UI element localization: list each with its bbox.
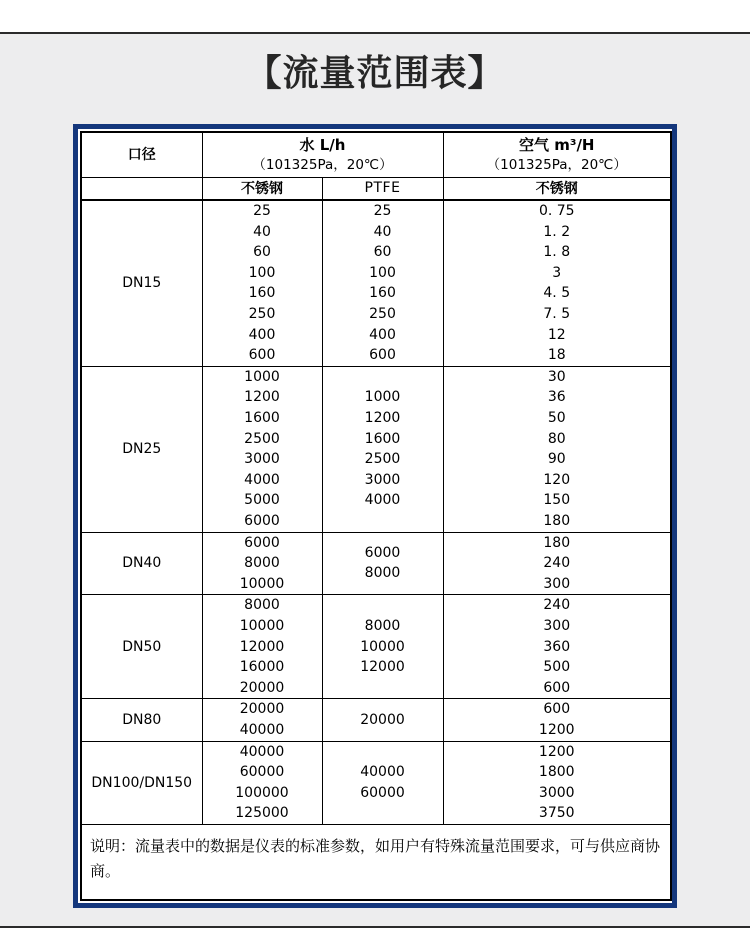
flow-value: 1000	[244, 368, 280, 385]
section-row	[81, 366, 671, 532]
water-ptfe-cell	[322, 595, 443, 699]
air-group-title: 空气 m³/H	[519, 135, 595, 154]
water-stainless-cell	[202, 200, 322, 366]
flow-value: 60	[253, 244, 271, 261]
flow-value: 2500	[244, 430, 280, 447]
water-group-title: 水 L/h	[299, 135, 346, 154]
flow-value: 3	[552, 264, 562, 281]
flow-value: 300	[543, 575, 571, 592]
flow-value: 40000	[360, 764, 405, 781]
flow-value: 0. 75	[538, 203, 575, 220]
diameter-header-cell: 口径	[81, 132, 202, 177]
flow-value: 1000	[364, 389, 401, 406]
flow-value: 30	[547, 368, 566, 385]
flow-value: 6000	[244, 534, 280, 551]
flow-value: 3000	[244, 451, 280, 468]
flow-value: 7. 5	[543, 305, 571, 322]
flow-value: 18	[547, 347, 566, 364]
flow-value: 3000	[538, 784, 575, 801]
air-stainless-cell	[443, 532, 671, 595]
flow-value: 1200	[364, 410, 401, 426]
water-ptfe-cell	[322, 741, 443, 824]
flow-value: 4. 5	[543, 285, 571, 302]
flow-value: 250	[369, 305, 396, 322]
page-title: 【流量范围表】	[245, 53, 505, 94]
flow-value: 90	[547, 451, 566, 468]
top-rule	[0, 0, 750, 34]
water-stainless-cell	[202, 366, 322, 532]
flow-value: 240	[543, 597, 571, 614]
flow-value: 8000	[364, 565, 401, 582]
flow-value: 1200	[244, 389, 280, 406]
flow-value: 600	[248, 347, 276, 364]
flow-value: 36	[547, 389, 566, 406]
flow-value: 5000	[244, 492, 280, 509]
empty-header-cell	[81, 177, 202, 200]
flow-value: 1600	[364, 430, 401, 447]
air-group-header-cell	[443, 132, 671, 177]
flow-value: 60000	[360, 784, 405, 801]
flow-value: 100	[369, 264, 396, 281]
header-row-materials	[81, 177, 671, 200]
water-stainless-cell	[202, 595, 322, 699]
flow-value: 16000	[239, 659, 285, 676]
air-stainless-cell	[443, 741, 671, 824]
water-group-conditions: （101325Pa，20℃）	[252, 156, 393, 173]
flow-value: 125000	[235, 805, 289, 822]
flow-value: 3000	[364, 471, 401, 488]
flow-range-table	[80, 131, 672, 901]
section-row	[81, 200, 671, 366]
flow-value: 12000	[239, 638, 285, 655]
diameter-cell: DN25	[81, 366, 202, 532]
flow-value: 4000	[244, 471, 280, 488]
water-stainless-cell	[202, 699, 322, 741]
flow-value: 40	[373, 223, 392, 240]
flow-value: 60	[373, 244, 392, 261]
flow-value: 600	[369, 347, 396, 364]
flow-value: 60000	[239, 764, 285, 781]
air-stainless-cell	[443, 595, 671, 699]
water-stainless-header-cell: 不锈钢	[202, 177, 322, 200]
flow-value: 40	[253, 223, 271, 240]
flow-value: 180	[543, 534, 571, 551]
air-stainless-cell	[443, 200, 671, 366]
flow-value: 8000	[244, 555, 280, 572]
water-group-header-cell	[202, 132, 443, 177]
flow-value: 3750	[538, 805, 575, 822]
flow-value: 240	[543, 555, 571, 572]
flow-value: 50	[547, 410, 566, 426]
water-ptfe-cell	[322, 532, 443, 595]
section-row	[81, 741, 671, 824]
flow-value: 600	[543, 679, 571, 696]
flow-value: 1. 8	[543, 244, 571, 261]
flow-value: 40000	[239, 721, 285, 738]
section-row	[81, 532, 671, 595]
flow-value: 1600	[244, 410, 280, 426]
flow-value: 8000	[244, 597, 280, 614]
flow-range-table-frame	[73, 124, 677, 908]
flow-value: 1800	[538, 764, 575, 781]
flow-value: 80	[547, 430, 566, 447]
flow-value: 500	[543, 659, 571, 676]
air-stainless-cell	[443, 699, 671, 741]
note-row	[81, 824, 671, 900]
flow-value: 25	[373, 203, 392, 220]
diameter-cell: DN50	[81, 595, 202, 699]
flow-value: 600	[543, 701, 571, 718]
flow-value: 180	[543, 512, 571, 529]
flow-value: 12	[547, 326, 566, 343]
header-row-groups	[81, 132, 671, 177]
content-area	[0, 34, 750, 926]
flow-value: 1. 2	[543, 223, 571, 240]
flow-value: 400	[248, 326, 276, 343]
flow-value: 100	[248, 264, 276, 281]
flow-value: 10000	[239, 618, 285, 634]
flow-value: 20000	[239, 701, 285, 718]
flow-value: 12000	[360, 659, 405, 676]
flow-value: 10000	[360, 638, 405, 655]
flow-value: 25	[253, 203, 271, 220]
diameter-cell: DN100/DN150	[81, 741, 202, 824]
flow-value: 2500	[364, 451, 401, 468]
flow-value: 300	[543, 618, 571, 634]
flow-value: 360	[543, 638, 571, 655]
flow-value: 8000	[364, 618, 401, 634]
water-ptfe-header-cell: PTFE	[322, 177, 443, 200]
flow-value: 160	[369, 285, 396, 302]
air-stainless-cell	[443, 366, 671, 532]
water-stainless-cell	[202, 741, 322, 824]
flow-value: 1200	[538, 721, 575, 738]
flow-table-body	[81, 200, 671, 824]
air-stainless-header-cell: 不锈钢	[443, 177, 671, 200]
flow-value: 20000	[360, 711, 405, 728]
flow-value: 400	[369, 326, 396, 343]
air-group-conditions: （101325Pa，20℃）	[486, 156, 627, 173]
flow-value: 20000	[239, 679, 285, 696]
flow-value: 6000	[364, 544, 401, 561]
flow-value: 160	[248, 285, 276, 302]
table-note: 说明：流量表中的数据是仪表的标准参数，如用户有特殊流量范围要求，可与供应商协商。	[81, 824, 671, 900]
water-ptfe-cell	[322, 200, 443, 366]
flow-value: 6000	[244, 512, 280, 529]
flow-value: 1200	[538, 743, 575, 760]
water-ptfe-cell	[322, 699, 443, 741]
flow-value: 100000	[235, 784, 289, 801]
section-row	[81, 595, 671, 699]
water-ptfe-cell	[322, 366, 443, 532]
section-row	[81, 699, 671, 741]
flow-value: 40000	[239, 743, 285, 760]
diameter-cell: DN40	[81, 532, 202, 595]
water-stainless-cell	[202, 532, 322, 595]
flow-value: 4000	[364, 492, 401, 509]
flow-value: 150	[543, 492, 571, 509]
flow-value: 250	[248, 305, 276, 322]
flow-value: 120	[543, 471, 571, 488]
flow-value: 10000	[239, 575, 285, 592]
diameter-cell: DN80	[81, 699, 202, 741]
bottom-rule	[0, 926, 750, 945]
diameter-cell: DN15	[81, 200, 202, 366]
